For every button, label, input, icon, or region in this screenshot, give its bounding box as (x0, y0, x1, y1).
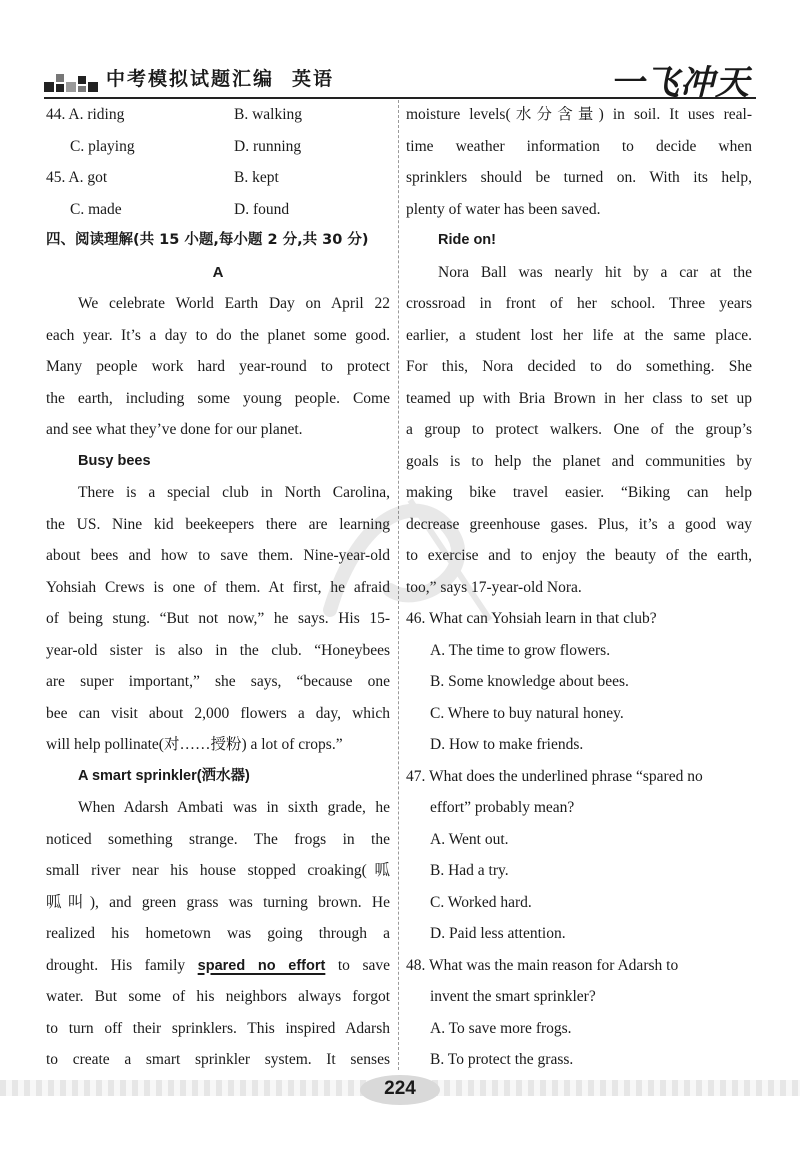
sprinkler-line: water. But some of his neighbors always forgot (46, 988, 390, 1005)
q45-option-a: 45. A. got (46, 169, 108, 186)
busy-bees-line: the US. Nine kid beekeepers there are learning (46, 515, 390, 533)
q44-option-b: B. walking (234, 106, 303, 123)
busy-bees-line: of being stung. “But not now,” he says. His 15- (46, 610, 390, 627)
busy-bees-line: are super important,” she says, “because one (46, 673, 390, 690)
ride-on-line: crossroad in front of her school. Three years (406, 295, 752, 312)
sprinkler-line: realized his hometown was going through a (46, 925, 390, 942)
ride-on-line: For this, Nora decided to do something. She (406, 358, 752, 375)
ride-on-line: earlier, a student lost her life at the same place. (406, 326, 752, 344)
q47-stem: 47. What does the underlined phrase “spared no (406, 767, 703, 785)
ride-on-line: to exercise and to enjoy the beauty of the earth, (406, 547, 752, 564)
q45-row-1 (46, 162, 390, 194)
q48-option: A. To save more frogs. (430, 1019, 572, 1037)
drought-text-before: drought. His family (46, 956, 186, 974)
q46-option: B. Some knowledge about bees. (430, 673, 629, 690)
q47-option: A. Went out. (430, 830, 509, 848)
busy-bees-line: There is a special club in North Carolina, (78, 484, 390, 501)
q44-option-d: D. running (234, 137, 302, 155)
q45-row-2 (46, 194, 390, 226)
book-logo-icon (44, 64, 104, 94)
sprinkler-cont-line: sprinklers should be turned on. With its help, (406, 169, 752, 186)
sprinkler-cont-line: time weather information to decide when (406, 137, 752, 155)
q46-option: D. How to make friends. (430, 736, 584, 753)
book-title (106, 64, 334, 91)
ride-on-line: decrease greenhouse gases. Plus, it’s a good way (406, 515, 752, 533)
q48-stem: 48. What was the main reason for Adarsh to (406, 956, 679, 974)
busy-bees-line: about bees and how to save them. Nine-year-old (46, 547, 390, 564)
intro-line: We celebrate World Earth Day on April 22 (78, 295, 390, 312)
sprinkler-cont-line: moisture levels(水分含量) in soil. It uses real- (406, 106, 752, 123)
busy-bees-line: Yohsiah Crews is one of them. At first, he afraid (46, 578, 390, 596)
drought-text-after: to save (337, 956, 390, 974)
q44-row-1 (46, 99, 390, 131)
q46-option: A. The time to grow flowers. (430, 641, 611, 659)
q45-option-c: C. made (70, 200, 122, 218)
section-heading: 四、阅读理解(共 15 小题,每小题 2 分,共 30 分) (46, 232, 369, 248)
intro-line: and see what they’ve done for our planet. (46, 421, 303, 438)
q44-option-c: C. playing (70, 137, 135, 155)
sprinkler-line: 呱叫), and green grass was turning brown. He (46, 893, 390, 911)
page-header (0, 0, 800, 103)
book-title-text: 中考模拟试题汇编 (106, 68, 275, 90)
sprinkler-cont-line: plenty of water has been saved. (406, 200, 601, 218)
q46-option: C. Where to buy natural honey. (430, 704, 624, 722)
q47-option: B. Had a try. (430, 862, 509, 879)
sprinkler-line: small river near his house stopped croaking(呱 (46, 862, 390, 879)
sprinkler-line: noticed something strange. The frogs in the (46, 830, 390, 848)
ride-on-line: too,” says 17-year-old Nora. (406, 578, 582, 596)
busy-bees-title: Busy bees (78, 452, 151, 469)
ride-on-line: Nora Ball was nearly hit by a car at the (438, 263, 752, 281)
watermark-icon (300, 470, 520, 640)
ride-on-line: goals is to help the planet and communities by (406, 452, 752, 470)
intro-line: Many people work hard year-round to protect (46, 358, 390, 375)
busy-bees-line: year-old sister is also in the club. “Honeybees (46, 641, 390, 659)
q47-option: D. Paid less attention. (430, 925, 566, 942)
sprinkler-line-underlined (46, 950, 390, 982)
ride-on-line: teamed up with Bria Brown in her class to set up (406, 389, 752, 407)
intro-line: each year. It’s a day to do the planet some good. (46, 326, 390, 344)
page-number: 224 (384, 1078, 416, 1099)
q44-option-a: 44. A. riding (46, 106, 125, 123)
q45-option-b: B. kept (234, 169, 279, 186)
busy-bees-line: will help pollinate(对……授粉) a lot of crops.” (46, 736, 343, 753)
sprinkler-title: A smart sprinkler(洒水器) (78, 767, 250, 784)
busy-bees-line: bee can visit about 2,000 flowers a day, which (46, 704, 390, 722)
q48-option: B. To protect the grass. (430, 1051, 574, 1068)
passage-label: A (212, 263, 224, 281)
q48-stem-cont: invent the smart sprinkler? (430, 988, 596, 1005)
q45-option-d: D. found (234, 200, 290, 218)
q47-option: C. Worked hard. (430, 893, 532, 911)
intro-line: the earth, including some young people. Come (46, 389, 390, 407)
ride-on-line: making bike travel easier. “Biking can help (406, 484, 752, 501)
q46-stem: 46. What can Yohsiah learn in that club? (406, 610, 657, 627)
q47-stem-cont: effort” probably mean? (430, 799, 575, 816)
ride-on-title: Ride on! (438, 232, 496, 248)
subject-label: 英语 (292, 68, 335, 90)
brand-logo: 一飞冲天 (610, 63, 750, 103)
sprinkler-line: When Adarsh Ambati was in sixth grade, he (78, 799, 390, 816)
ride-on-line: a group to protect walkers. One of the group’s (406, 421, 752, 438)
sprinkler-line: to create a smart sprinkler system. It senses (46, 1051, 390, 1068)
sprinkler-line: to turn off their sprinklers. This inspired Adarsh (46, 1019, 390, 1037)
underlined-phrase: spared no effort (197, 957, 326, 974)
q44-row-2 (46, 131, 390, 163)
